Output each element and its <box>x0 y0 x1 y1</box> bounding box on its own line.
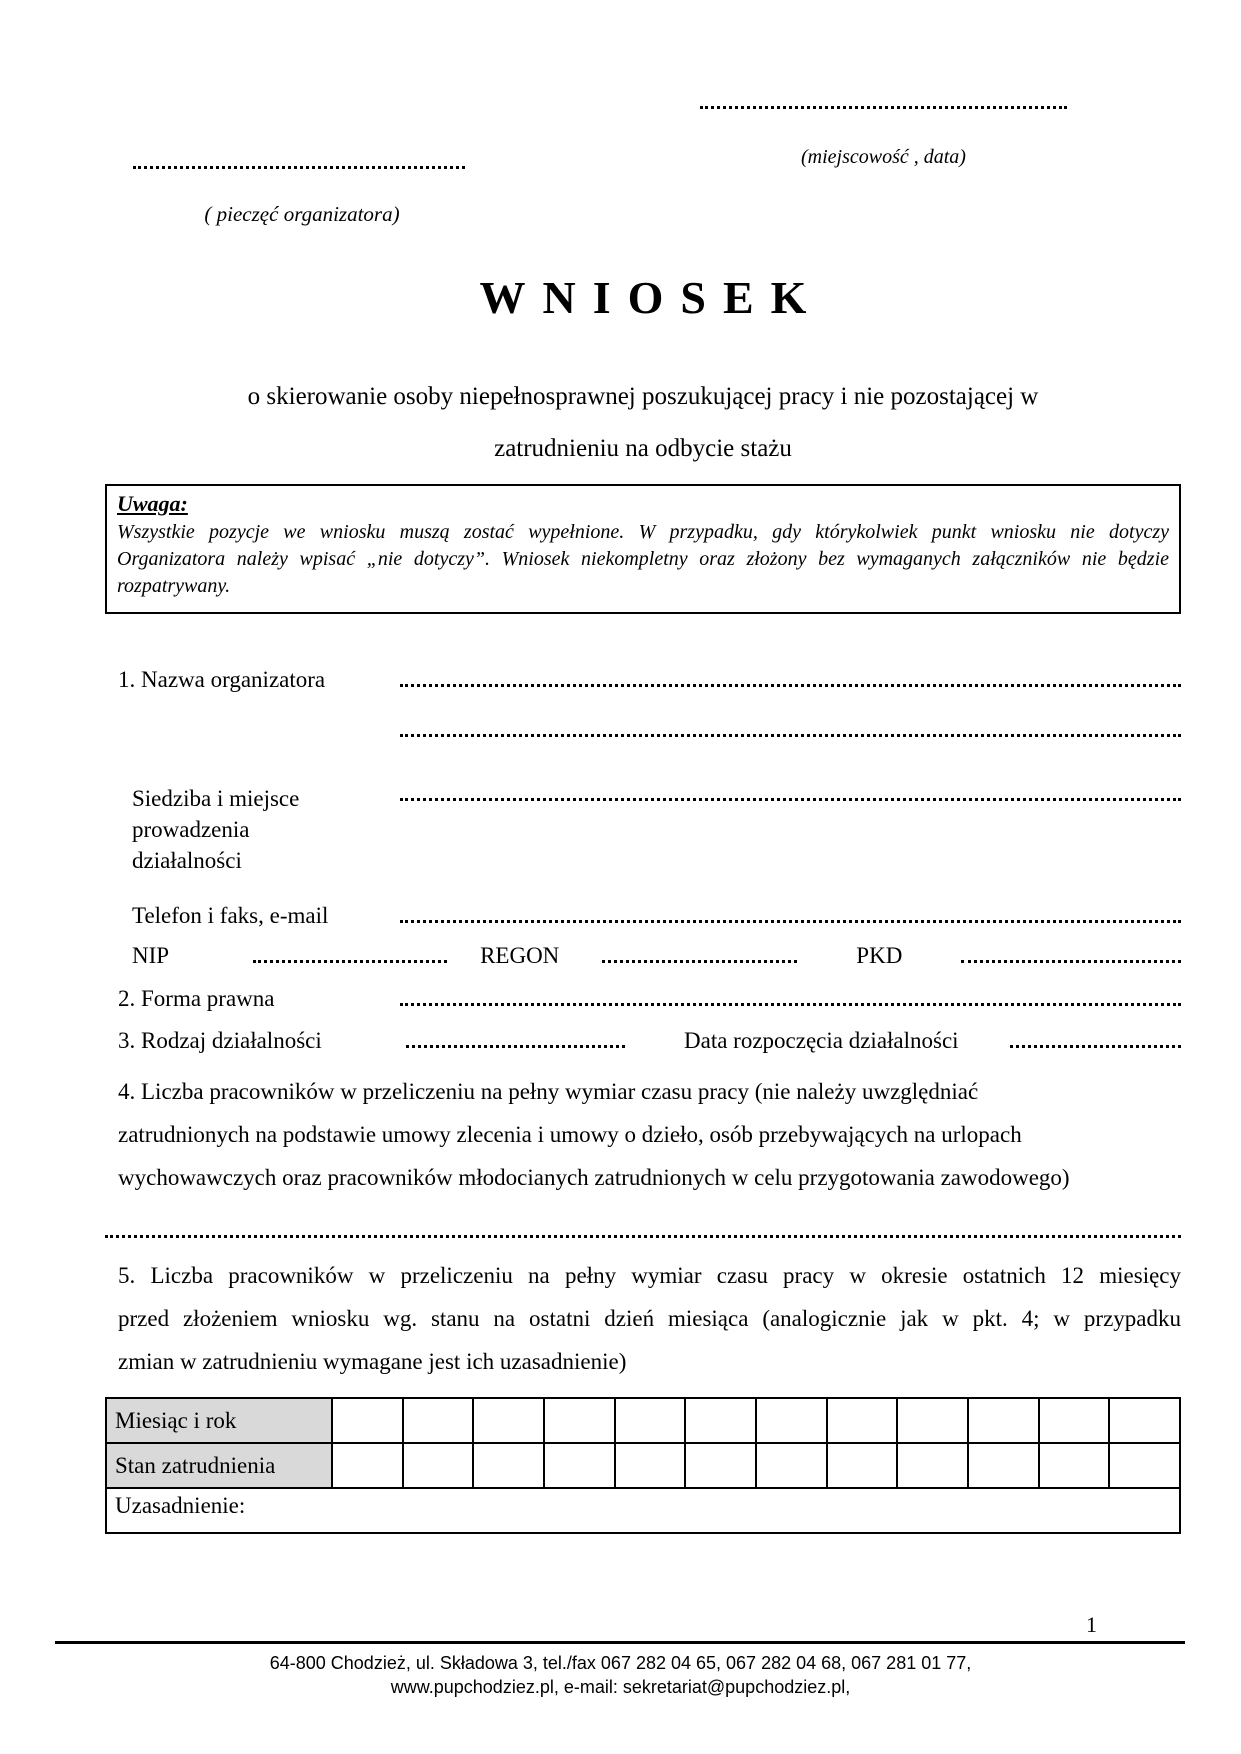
siedziba-field-line2[interactable] <box>400 798 1181 801</box>
notice-box <box>105 484 1181 614</box>
stan-zatrudnienia-cell[interactable] <box>1039 1443 1110 1488</box>
document-title: WNIOSEK <box>479 272 824 323</box>
stan-zatrudnienia-cell[interactable] <box>756 1443 827 1488</box>
uzasadnienie-area[interactable] <box>106 1488 1180 1533</box>
siedziba-label-line: prowadzenia <box>132 817 250 842</box>
month-year-cell[interactable] <box>544 1398 615 1443</box>
paragraph-5-line: 5. Liczba pracowników w przeliczeniu na pełny wymiar czasu pracy w okresie ostatnich 12 miesięcy <box>118 1263 1181 1288</box>
document-subtitle-line1: o skierowanie osoby niepełnosprawnej poszukującej pracy i nie pozostającej w <box>247 383 1039 410</box>
table-row-stan <box>106 1443 1180 1488</box>
telefon-label: Telefon i faks, e-mail <box>132 903 329 928</box>
stan-zatrudnienia-cell[interactable] <box>685 1443 756 1488</box>
paragraph-4-line: wychowawczych oraz pracowników młodocianych zatrudnionych w celu przygotowania zawodowego) <box>118 1165 1070 1190</box>
notice-text-line: rozpatrywany. <box>117 575 231 597</box>
siedziba-label-line: Siedziba i miejsce <box>132 786 300 811</box>
siedziba-label-line: działalności <box>132 848 242 873</box>
footer-address-line: 64-800 Chodzież, ul. Składowa 3, tel./fax 067 282 04 65, 067 282 04 68, 067 281 01 77, <box>269 1653 972 1673</box>
stamp-caption: ( pieczęć organizatora) <box>204 202 400 226</box>
footer-rule <box>55 1641 1185 1644</box>
data-rozpoczecia-field[interactable] <box>1010 1045 1181 1048</box>
siedziba-field-line1[interactable] <box>400 734 1181 737</box>
nip-field[interactable] <box>253 960 447 963</box>
field-row-siedziba <box>105 710 1181 876</box>
field-row-nazwa <box>105 666 1181 693</box>
stan-zatrudnienia-cell[interactable] <box>473 1443 544 1488</box>
stan-zatrudnienia-cell[interactable] <box>968 1443 1039 1488</box>
table-row-miesiac <box>106 1398 1180 1443</box>
footer-web-line: www.pupchodziez.pl, e-mail: sekretariat@pupchodziez.pl, <box>390 1677 851 1697</box>
notice-text-line: Wszystkie pozycje we wniosku muszą zostać wypełnione. W przypadku, gdy którykolwiek punkt wniosku nie dotyczy <box>117 521 1169 543</box>
fields-section <box>105 666 1181 1054</box>
field-row-telefon <box>105 902 1181 929</box>
rodzaj-dzialalnosci-field[interactable] <box>406 1045 625 1048</box>
field-row-rodzaj-dzialalnosci <box>105 1028 1181 1054</box>
paragraph-4-line: zatrudnionych na podstawie umowy zlecenia i umowy o dzieło, osób przebywających na urlopach <box>118 1122 1022 1147</box>
page-number: 1 <box>1086 1612 1097 1637</box>
liczba-pracownikow-field[interactable] <box>105 1235 1181 1238</box>
field-row-nip-regon-pkd <box>105 943 1181 969</box>
siedziba-fields <box>400 710 1181 806</box>
stan-zatrudnienia-cell[interactable] <box>1109 1443 1180 1488</box>
month-year-cell[interactable] <box>1039 1398 1110 1443</box>
employment-table <box>105 1397 1181 1534</box>
siedziba-label <box>105 783 400 876</box>
paragraph-5-line: zmian w zatrudnieniu wymagane jest ich uzasadnienie) <box>118 1349 627 1374</box>
month-year-cell[interactable] <box>332 1398 403 1443</box>
stan-zatrudnienia-cell[interactable] <box>332 1443 403 1488</box>
nazwa-organizatora-label: 1. Nazwa organizatora <box>118 667 326 692</box>
month-year-cell[interactable] <box>756 1398 827 1443</box>
footer-contact <box>0 1651 1241 1699</box>
forma-prawna-label: 2. Forma prawna <box>118 986 275 1011</box>
pkd-field[interactable] <box>961 960 1181 963</box>
stan-zatrudnienia-cell[interactable] <box>897 1443 968 1488</box>
paragraph-4 <box>105 1070 1181 1199</box>
stan-zatrudnienia-cell[interactable] <box>615 1443 686 1488</box>
data-rozpoczecia-label: Data rozpoczęcia działalności <box>684 1028 959 1053</box>
uzasadnienie-label: Uzasadnienie: <box>115 1493 246 1518</box>
notice-heading: Uwaga: <box>117 491 188 516</box>
regon-label: REGON <box>480 943 560 968</box>
nazwa-organizatora-field[interactable] <box>400 684 1181 687</box>
month-year-cell[interactable] <box>827 1398 898 1443</box>
month-year-cell[interactable] <box>615 1398 686 1443</box>
forma-prawna-field[interactable] <box>400 1003 1181 1006</box>
stan-zatrudnienia-cell[interactable] <box>544 1443 615 1488</box>
nip-label: NIP <box>132 943 170 968</box>
rodzaj-dzialalnosci-label: 3. Rodzaj działalności <box>118 1028 322 1053</box>
month-year-cell[interactable] <box>403 1398 474 1443</box>
table-row-uzasadnienie <box>106 1488 1180 1533</box>
stan-zatrudnienia-cell[interactable] <box>403 1443 474 1488</box>
month-year-cell[interactable] <box>968 1398 1039 1443</box>
paragraph-5-line: przed złożeniem wniosku wg. stanu na ostatni dzień miesiąca (analogicznie jak w pkt. 4; w przypadku <box>118 1306 1181 1331</box>
stan-zatrudnienia-label: Stan zatrudnienia <box>106 1443 332 1488</box>
place-date-caption: (miejscowość , data) <box>801 146 966 168</box>
pkd-label: PKD <box>856 943 903 968</box>
paragraph-4-line: 4. Liczba pracowników w przeliczeniu na pełny wymiar czasu pracy (nie należy uwzględniać <box>118 1079 979 1104</box>
regon-field[interactable] <box>602 960 797 963</box>
document-subtitle-line2: zatrudnieniu na odbycie stażu <box>494 435 792 462</box>
field-row-forma-prawna <box>105 985 1181 1012</box>
paragraph-5 <box>105 1254 1181 1383</box>
notice-text-line: Organizatora należy wpisać „nie dotyczy”. Wniosek niekompletny oraz złożony bez wymaganych załączników nie będzie <box>117 548 1169 570</box>
month-year-cell[interactable] <box>1109 1398 1180 1443</box>
month-year-cell[interactable] <box>685 1398 756 1443</box>
month-year-cell[interactable] <box>897 1398 968 1443</box>
telefon-field[interactable] <box>400 920 1181 923</box>
miesiac-i-rok-label: Miesiąc i rok <box>106 1398 332 1443</box>
stan-zatrudnienia-cell[interactable] <box>827 1443 898 1488</box>
month-year-cell[interactable] <box>473 1398 544 1443</box>
